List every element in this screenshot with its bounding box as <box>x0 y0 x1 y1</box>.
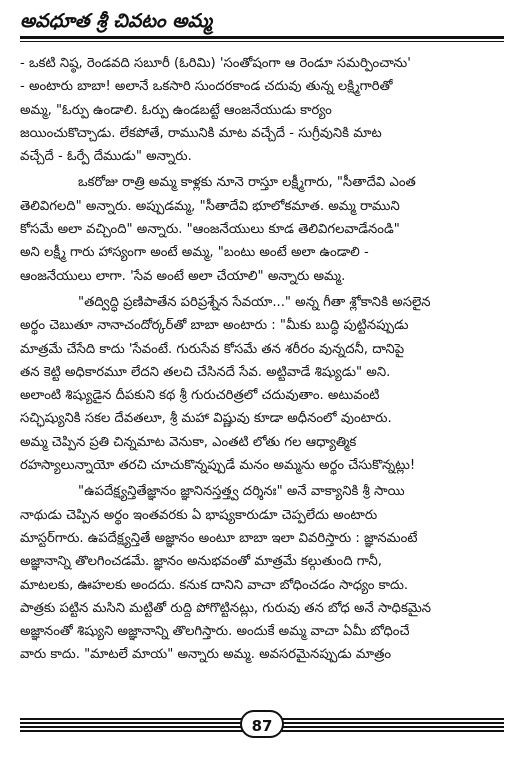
text-line: అమ్మ చెప్పిన ప్రతి చిన్నమాట వెనుకా, ఎంతటి లోతు గల ఆధ్యాత్మిక <box>20 434 357 450</box>
header-rule <box>20 36 504 42</box>
text-line: ఆంజనేయులు లాగా. 'సేవ అంటే అలా చేయాలి" అన్నారు అమ్మ. <box>20 268 346 284</box>
text-line: తన కెట్టి అధికారమూ లేదని తలచి చేసినదే సేవ. అట్టివాడే శిష్యుడు" అని. <box>20 364 391 380</box>
text-line: మాత్రమే చేసేది కాదు 'సేవంటే. గురుసేవ కోసమే తన శరీరం వున్నదనీ, దానిపై <box>20 341 405 357</box>
text-line: - ఒకటి నిష్ఠ, రెండవది సబూరీ (ఓరిమి) 'సంతోషంగా ఆ రెండూ సమర్పించాను' <box>20 56 411 71</box>
text-line: అజ్ఞానాన్ని తొలగించడమే. జ్ఞానం అనుభవంతో మాత్రమే కల్గుతుంది గానీ, <box>20 554 382 570</box>
text-line: కోసమే అలా వచ్చింది" అన్నారు. "ఆంజనేయులు కూడ తెలివిగలవాడేనండి" <box>20 222 400 238</box>
text-line: ఒకరోజు రాత్రి అమ్మ కాళ్లకు నూనె రాస్తూ లక్ష్మీగారు, "సీతాదేవి ఎంత <box>78 175 416 191</box>
running-header <box>20 8 504 48</box>
text-line: వచ్చేదే - ఓర్పే దేముడు" అన్నారు. <box>20 149 192 165</box>
text-line: అర్థం చెబుతూ నానాచందోర్కర్‌తో బాబా అంటారు : "మీకు బుద్ధి పుట్టినప్పుడు <box>20 318 409 334</box>
text-line: "ఉపదేక్ష్యన్తితేజ్ఞానం జ్ఞానినస్తత్త్వ దర్శినః" అనే వాక్యానికి శ్రీ సాయి <box>78 484 405 500</box>
text-line: సచ్ఛిష్యునికి సకల దేవతలూ, శ్రీ మహా విష్ణువు కూడా అధీనంలో వుంటారు. <box>20 411 392 427</box>
paragraph <box>20 171 504 287</box>
paragraph <box>20 52 504 168</box>
text-line: అజ్ఞానంతో శిష్యుని అజ్ఞానాన్ని తొలగిస్తారు. అందుకే అమ్మ వాచా ఏమీ బోధించే <box>20 624 410 640</box>
text-line: రహస్యాలున్నాయో తరచి చూచుకొన్నప్పుడే మనం అమ్మను అర్థం చేసుకొన్నట్లు! <box>20 458 416 474</box>
text-line: వారు కాదు. "మాటలే మాయ" అన్నారు అమ్మ. అవసరమైనప్పుడు మాత్రం <box>20 647 392 663</box>
text-line: "తద్విద్ధి ప్రణిపాతేన పరిప్రశ్నేన సేవయా..." అన్న గీతా శ్లోకానికి అసలైన <box>78 294 431 310</box>
text-line: తెలివిగలది" అన్నారు. అప్పుడమ్మ, "సీతాదేవి భూలోకమాత. అమ్మ రాముని <box>20 198 400 214</box>
text-line: అలాంటి శిష్యుడైన దీపకుని కథ శ్రీ గురుచరిత్రలో చదువుతాం. అటువంటి <box>20 388 380 404</box>
book-title: అవధూత శ్రీ చివటం అమ్మ <box>20 10 213 32</box>
paragraph <box>20 480 504 666</box>
text-line: నాథుడు చెప్పిన అర్థం ఇంతవరకు ఏ భాష్యకారుడూ చెప్పలేదు అంటారు <box>20 507 378 523</box>
page-footer <box>20 710 504 750</box>
text-line: జయించుకొచ్చాడు. లేకపోతే, రామునికి మాట వచ్చేదే - సుగ్రీవునికి మాట <box>20 125 382 141</box>
text-line: మాటలకు, ఊహలకు అందదు. కనుక దానిని వాచా బోధించడం సాధ్యం కాదు. <box>20 577 409 593</box>
text-line: అమ్మ, "ఓర్పు ఉండాలి. ఓర్పు ఉండబట్టే ఆంజనేయుడు కార్యం <box>20 102 332 118</box>
text-line: - అంటారు బాబా! అలానే ఒకసారి సుందరకాండ చదువు తున్న లక్ష్మిగారితో <box>20 79 393 95</box>
paragraph <box>20 291 504 477</box>
text-line: అని లక్ష్మీ గారు హాస్యంగా అంటే అమ్మ, "బంటు అంటే అలా ఉండాలి - <box>20 245 369 261</box>
page-number: 87 <box>240 710 284 738</box>
body-text <box>20 52 504 667</box>
text-line: మాస్టర్‌గారు. ఉపదేక్ష్యన్తితే అజ్ఞానం అంటూ బాబా ఇలా వివరిస్తారు : జ్ఞానమంటే <box>20 530 418 546</box>
text-line: పాత్రకు పట్టిన మసిని మట్టితో రుద్ది పోగొట్టినట్లు, గురువు తన బోధ అనే సాధికమైన <box>20 600 432 616</box>
